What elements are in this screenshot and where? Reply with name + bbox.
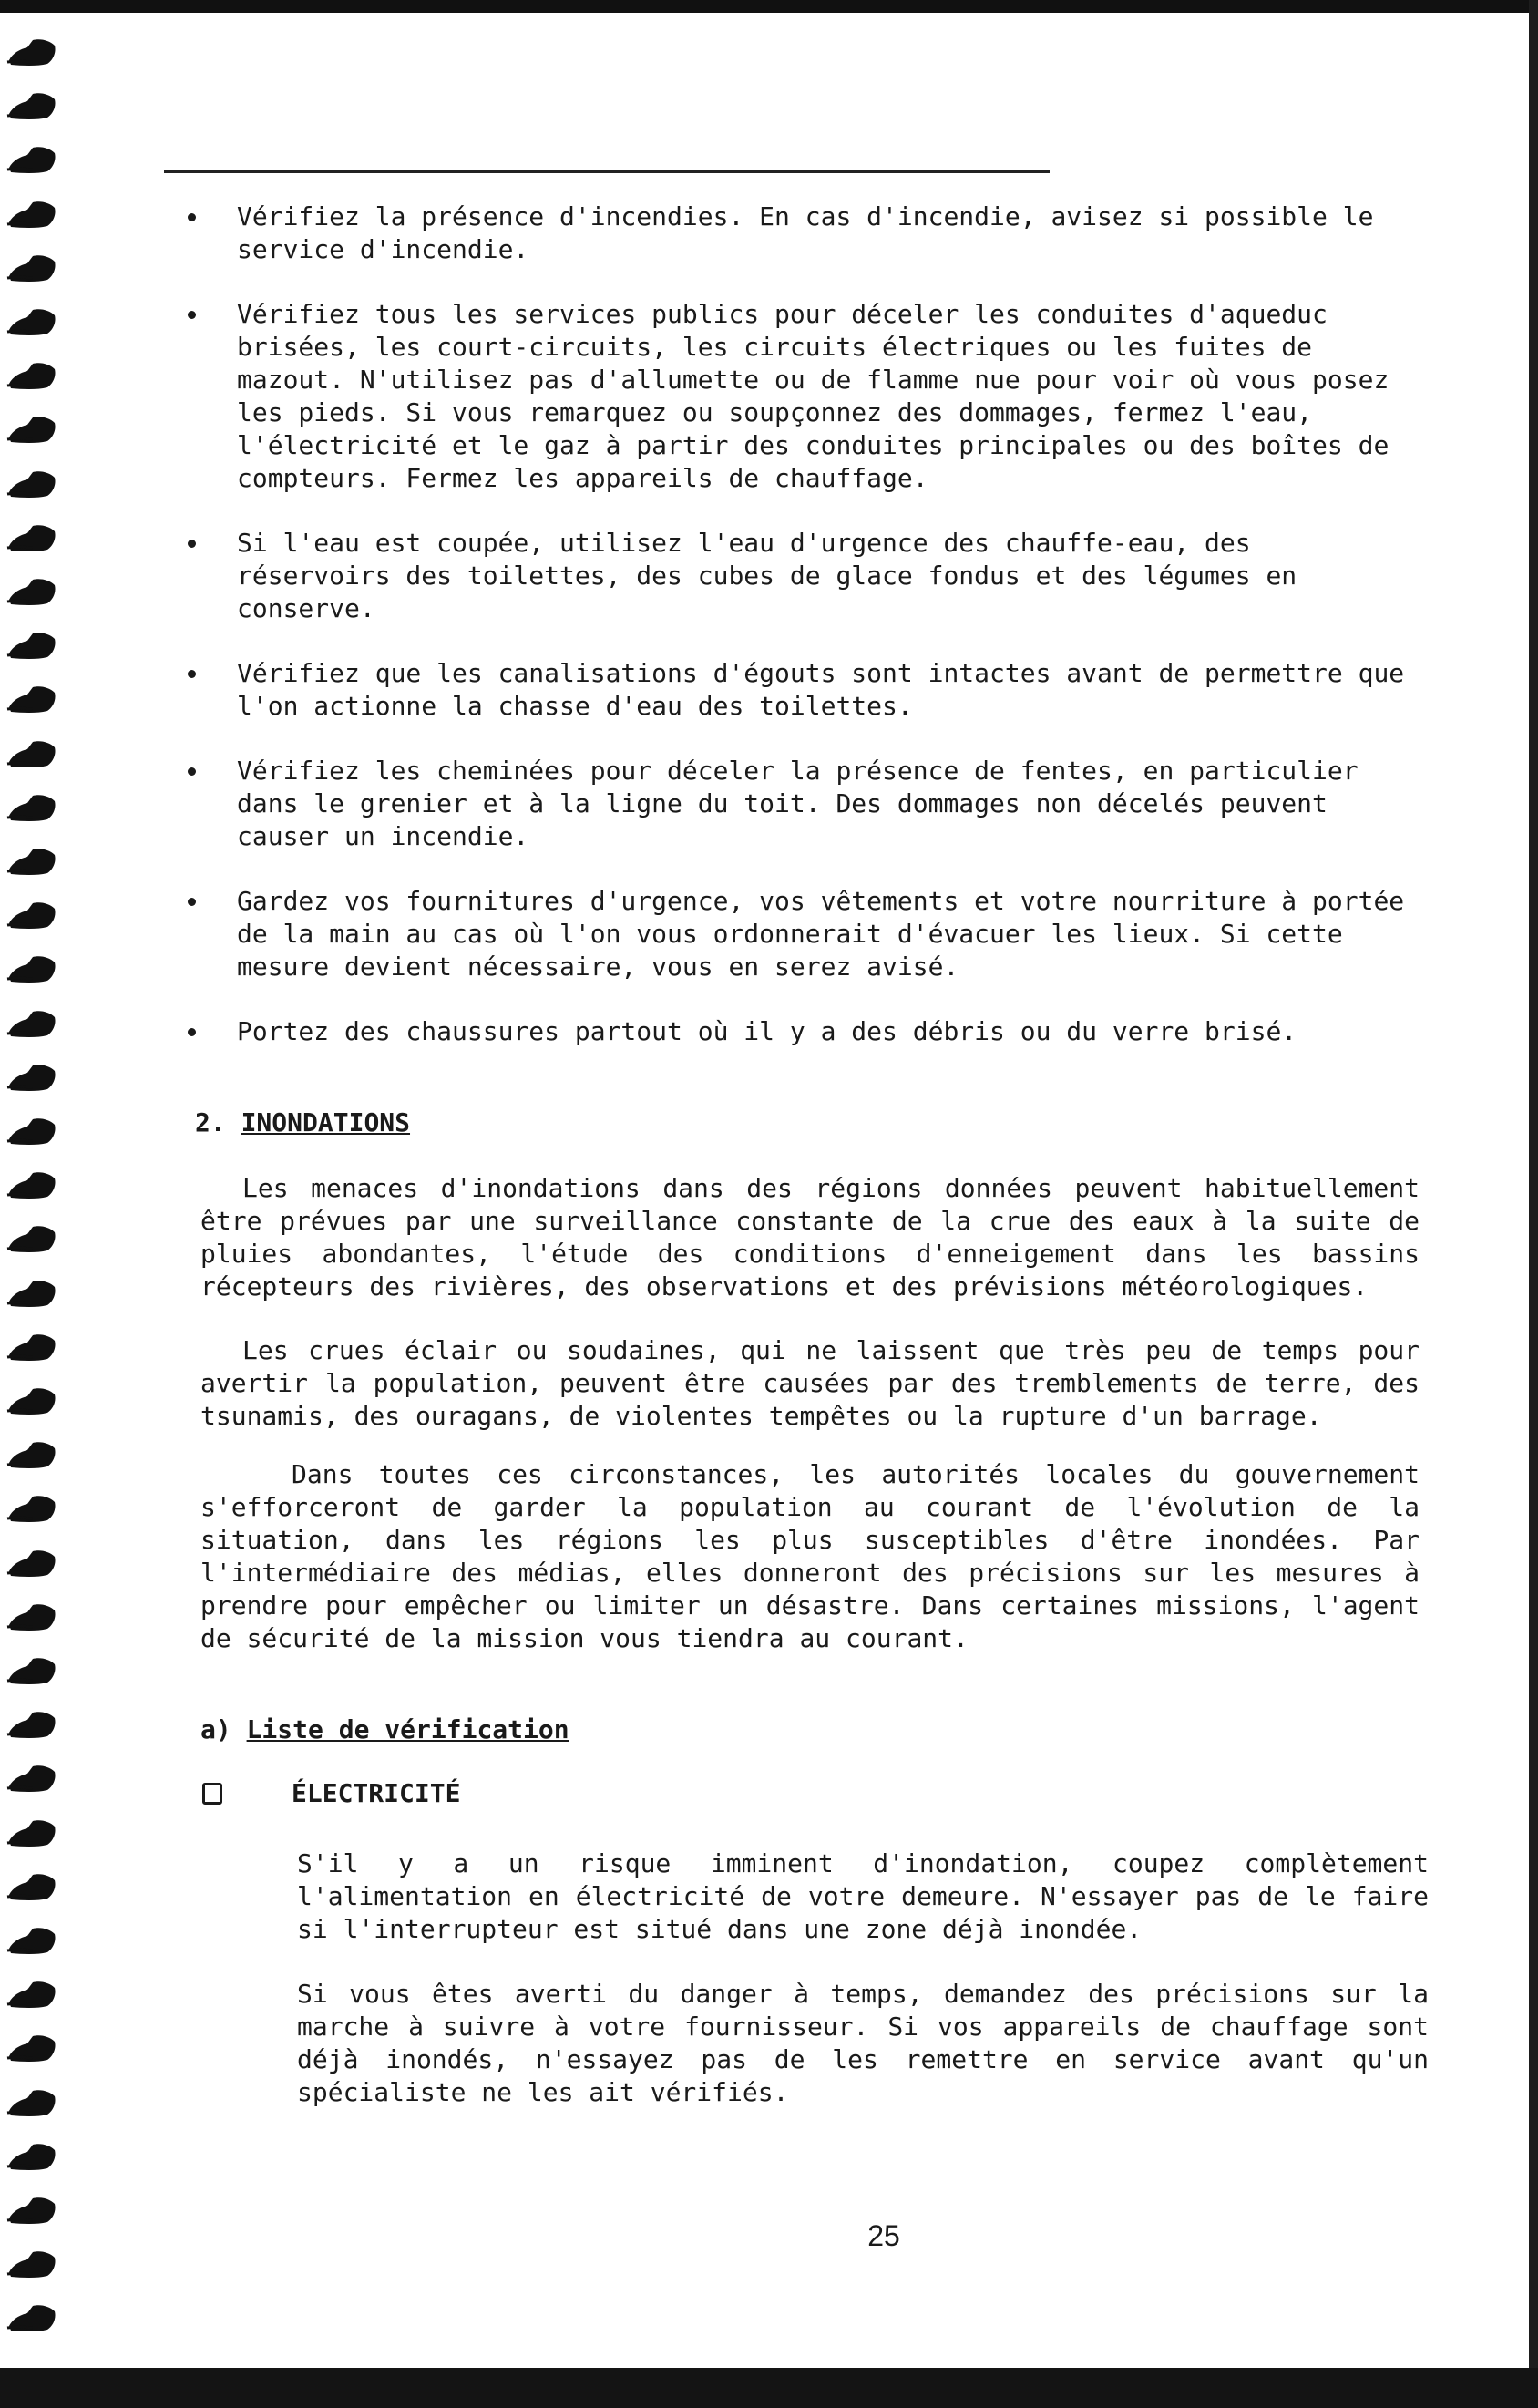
bullet-dot-icon [188, 767, 196, 776]
scan-bottom-border [0, 2368, 1538, 2408]
subsection-heading [200, 1713, 569, 1746]
bullet-dot-icon [188, 670, 196, 678]
bullet-dot-icon [188, 213, 196, 221]
binding-ring-icon [5, 576, 58, 609]
binding-ring-icon [5, 522, 58, 555]
list-item [182, 298, 1408, 495]
subsection-prefix: a) [200, 1714, 231, 1744]
binding-ring-icon [5, 36, 58, 69]
bullet-dot-icon [188, 311, 196, 319]
scan-top-border [0, 0, 1538, 13]
binding-ring-icon [5, 306, 58, 339]
binding-ring-icon [5, 2195, 58, 2228]
binding-ring-icon [5, 1062, 58, 1095]
binding-ring-icon [5, 1169, 58, 1202]
binding-ring-icon [5, 1278, 58, 1311]
subsection-title: Liste de vérification [246, 1714, 569, 1744]
list-item [182, 527, 1408, 625]
binding-ring-icon [5, 792, 58, 825]
binding-ring-icon [5, 1008, 58, 1041]
bullet-list [182, 201, 1408, 1080]
list-item-text: Gardez vos fournitures d'urgence, vos vêtements et votre nourriture à portée de la main au cas où l'on vous ordonnerait d'évacuer les lieux. Si cette mesure devient nécessaire, vous en serez avisé. [237, 886, 1405, 982]
checklist-item-title: ÉLECTRICITÉ [292, 1778, 461, 1808]
binding-ring-icon [5, 2302, 58, 2335]
binding-ring-icon [5, 1332, 58, 1364]
checkbox-icon [202, 1783, 222, 1805]
section-heading [195, 1106, 410, 1139]
checklist-paragraph: S'il y a un risque imminent d'inondation, coupez complètement l'alimentation en électricité de votre demeure. N'essayer pas de le faire si l'interrupteur est situé dans une zone déjà inondée. [297, 1848, 1429, 1944]
spiral-binding [0, 36, 66, 2370]
list-item-text: Portez des chaussures partout où il y a des débris ou du verre brisé. [237, 1016, 1297, 1046]
binding-ring-icon [5, 1709, 58, 1742]
list-item-text: Vérifiez que les canalisations d'égouts sont intactes avant de permettre que l'on actionne la chasse d'eau des toilettes. [237, 658, 1405, 721]
list-item-text: Vérifiez la présence d'incendies. En cas d'incendie, avisez si possible le service d'incendie. [237, 201, 1374, 264]
checklist-paragraph: Si vous êtes averti du danger à temps, demandez des précisions sur la marche à suivre à votre fournisseur. Si vos appareils de chauffage sont déjà inondés, n'essayez pas de les remettre en service avant qu'un spécialiste ne les ait vérifiés. [297, 1979, 1429, 2107]
binding-ring-icon [5, 414, 58, 447]
binding-ring-icon [5, 1439, 58, 1472]
binding-ring-icon [5, 1763, 58, 1796]
binding-ring-icon [5, 953, 58, 986]
body-paragraph: Les crues éclair ou soudaines, qui ne laissent que très peu de temps pour avertir la population, peuvent être causées par des tremblements de terre, des tsunamis, des ouragans, de violentes tempêtes ou la rupture d'un barrage. [200, 1335, 1420, 1431]
header-rule [164, 170, 1050, 173]
binding-ring-icon [5, 1223, 58, 1256]
list-item-text: Vérifiez tous les services publics pour déceler les conduites d'aqueduc brisées, les court-circuits, les circuits électriques ou les fuites de mazout. N'utilisez pas d'allumette ou de flamme nue pour voir où vous posez les pieds. Si vous remarquez ou soupçonnez des dommages, fermez l'eau, l'électricité et le gaz à partir des conduites principales ou des boîtes de compteurs. Fermez les appareils de chauffage. [237, 299, 1389, 493]
binding-ring-icon [5, 630, 58, 663]
binding-ring-icon [5, 1925, 58, 1958]
list-item-text: Si l'eau est coupée, utilisez l'eau d'urgence des chauffe-eau, des réservoirs des toilettes, des cubes de glace fondus et des légumes en conserve. [237, 528, 1297, 623]
body-paragraph: Dans toutes ces circonstances, les autorités locales du gouvernement s'efforceront de garder la population au courant de l'évolution de la situation, dans les régions les plus susceptibles d'être inondées. Par l'intermédiaire des médias, elles donneront des précisions sur les mesures à prendre pour empêcher ou limiter un désastre. Dans certaines missions, l'agent de sécurité de la mission vous tiendra au courant. [200, 1459, 1420, 1653]
binding-ring-icon [5, 2141, 58, 2174]
binding-ring-icon [5, 90, 58, 123]
scan-top-gap [0, 13, 1538, 16]
binding-ring-icon [5, 1116, 58, 1148]
list-item [182, 755, 1408, 853]
binding-ring-icon [5, 1385, 58, 1418]
binding-ring-icon [5, 1817, 58, 1850]
binding-ring-icon [5, 2032, 58, 2065]
binding-ring-icon [5, 900, 58, 932]
binding-ring-icon [5, 2248, 58, 2281]
section-title: INONDATIONS [241, 1107, 411, 1137]
binding-ring-icon [5, 1601, 58, 1634]
binding-ring-icon [5, 252, 58, 285]
binding-ring-icon [5, 846, 58, 879]
binding-ring-icon [5, 199, 58, 232]
binding-ring-icon [5, 1655, 58, 1688]
list-item [182, 657, 1408, 723]
bullet-dot-icon [188, 1028, 196, 1036]
binding-ring-icon [5, 1871, 58, 1904]
bullet-dot-icon [188, 898, 196, 906]
binding-ring-icon [5, 1979, 58, 2012]
section-number: 2. [195, 1107, 226, 1137]
binding-ring-icon [5, 1548, 58, 1580]
list-item-text: Vérifiez les cheminées pour déceler la présence de fentes, en particulier dans le grenier et à la ligne du toit. Des dommages non décelés peuvent causer un incendie. [237, 756, 1359, 851]
binding-ring-icon [5, 360, 58, 393]
binding-ring-icon [5, 144, 58, 177]
list-item [182, 201, 1408, 266]
body-paragraph: Les menaces d'inondations dans des régions données peuvent habituellement être prévues par une surveillance constante de la crue des eaux à la suite de pluies abondantes, l'étude des conditions d'enneigement dans les bassins récepteurs des rivières, des observations et des prévisions météorologiques. [200, 1173, 1420, 1302]
bullet-dot-icon [188, 540, 196, 548]
scan-right-border [1529, 0, 1538, 2368]
binding-ring-icon [5, 738, 58, 771]
page-number: 25 [867, 2219, 900, 2252]
list-item [182, 885, 1408, 983]
binding-ring-icon [5, 1493, 58, 1526]
binding-ring-icon [5, 2087, 58, 2120]
list-item [182, 1015, 1408, 1048]
binding-ring-icon [5, 468, 58, 501]
binding-ring-icon [5, 684, 58, 716]
